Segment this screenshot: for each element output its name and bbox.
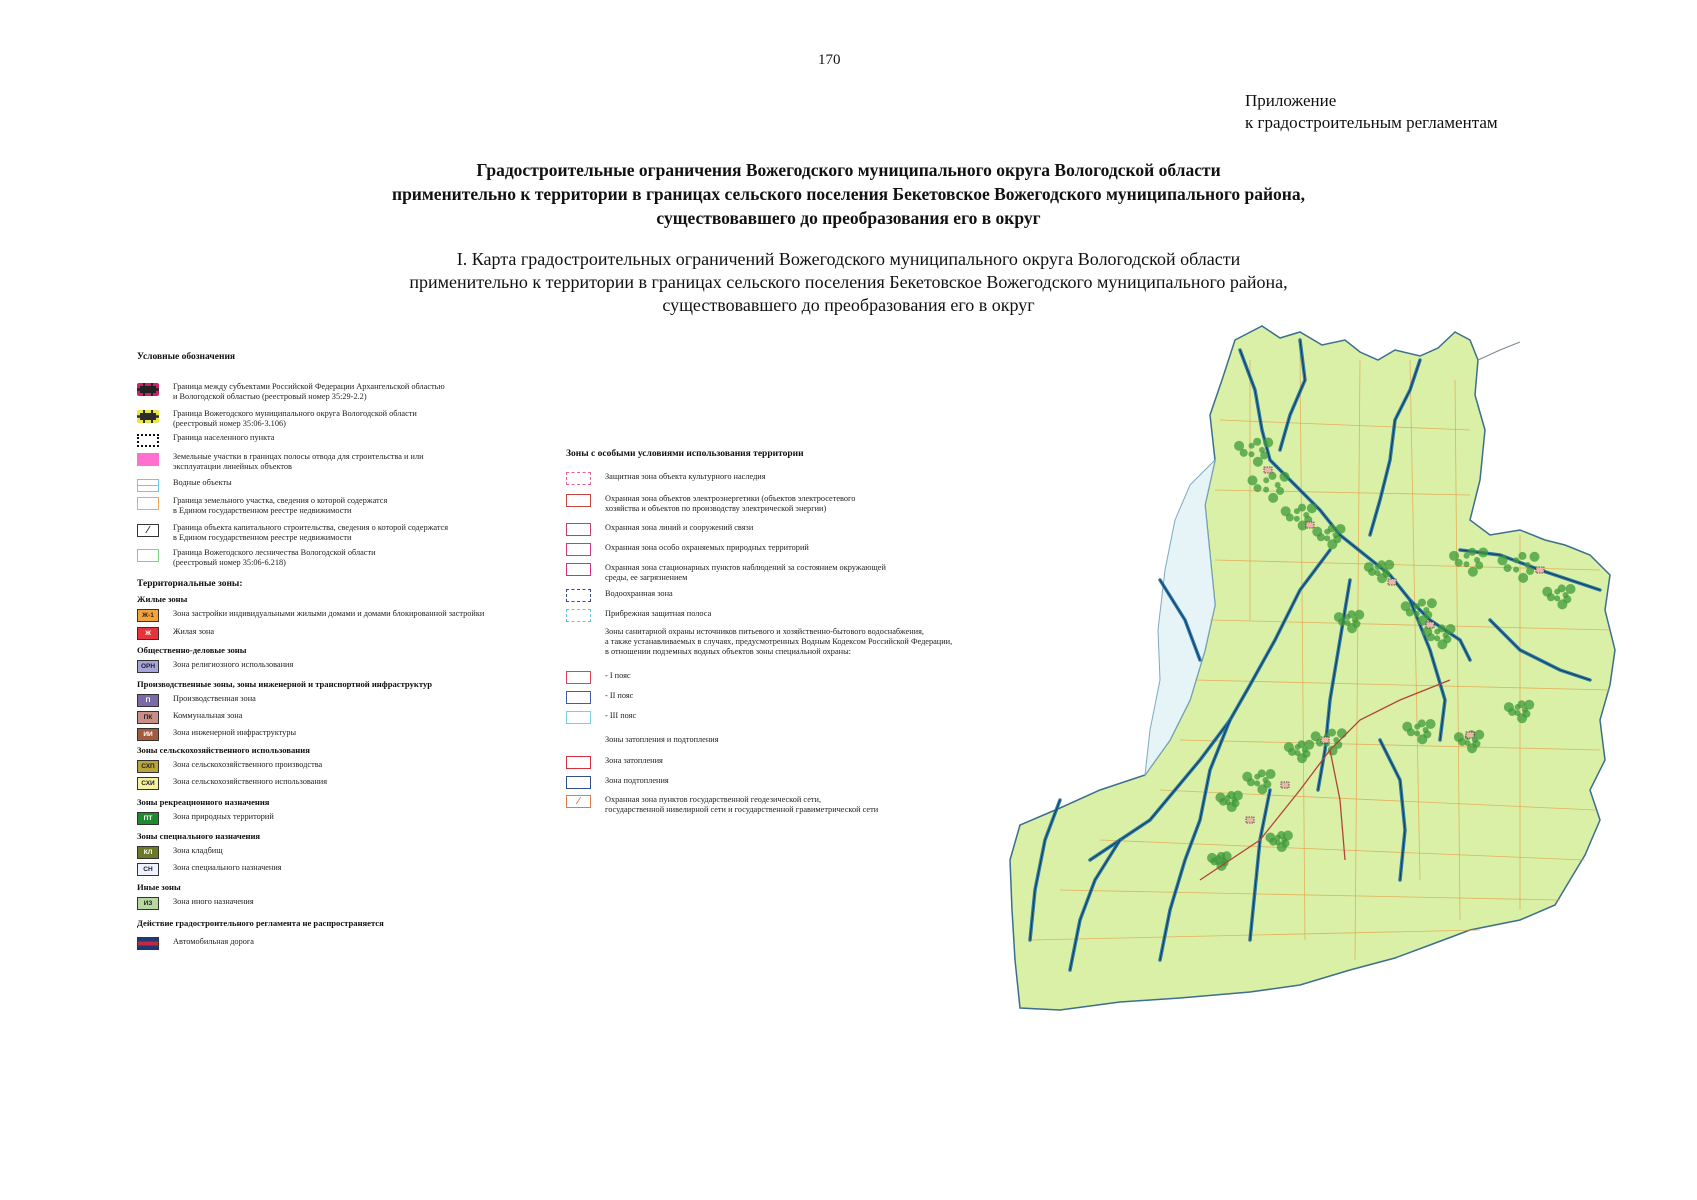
forest-patch: [1324, 535, 1330, 541]
legend-text-line: в Едином государственном реестре недвижимости: [173, 506, 352, 515]
legend-zone-label: Зона сельскохозяйственного производства: [173, 760, 323, 769]
forest-patch: [1336, 524, 1346, 534]
legend-zone-label: Зона кладбищ: [173, 846, 223, 855]
forest-patch: [1263, 477, 1269, 483]
legend-zone-label: [605, 711, 636, 721]
legend-text-line: Охранная зона пунктов государственной геодезической сети,: [605, 795, 822, 804]
legend-zone-label: [605, 735, 719, 745]
legend-text-line: Зона подтопления: [605, 776, 669, 785]
legend-zone-swatch: П: [137, 694, 159, 707]
forest-patch: [1418, 599, 1426, 607]
legend-text-line: - II пояс: [605, 691, 634, 700]
legend-zone-swatch: ИЗ: [137, 897, 159, 910]
legend-zone-item: [566, 609, 711, 622]
legend-zone-item: [137, 760, 322, 773]
legend-zone-swatch: [566, 494, 591, 507]
legend-text-line: среды, ее загрязнением: [605, 573, 688, 582]
forest-patch: [1414, 730, 1420, 736]
legend-zone-item: [566, 563, 886, 583]
settlement: [1246, 817, 1254, 823]
legend-symbol: [137, 453, 159, 466]
legend-label: [173, 478, 232, 488]
legend-zone-item: [566, 543, 809, 556]
legend-text-line: Граница населенного пункта: [173, 433, 275, 442]
forest-patch: [1418, 719, 1426, 727]
forest-patch: [1434, 635, 1440, 641]
legend-section-heading: Иные зоны: [137, 882, 181, 892]
legend-symbol: [137, 383, 159, 396]
forest-patch: [1263, 437, 1273, 447]
legend-zone-item: [137, 937, 254, 950]
legend-zone-label: Зона сельскохозяйственного использования: [173, 777, 328, 786]
forest-patch: [1446, 624, 1456, 634]
forest-patch: [1281, 506, 1291, 516]
forest-patch: [1233, 790, 1243, 800]
subtitle-line-1: I. Карта градостроительных ограничений Вожегодского муниципального округа Вологодской области: [456, 249, 1241, 269]
legend-zone-swatch: ПТ: [137, 812, 159, 825]
legend-zone-swatch: ⁄: [566, 795, 591, 808]
legend-zone-swatch: ПК: [137, 711, 159, 724]
forest-patch: [1438, 624, 1446, 632]
legend-zone-item: [137, 609, 484, 622]
forest-patch: [1249, 443, 1255, 449]
forest-patch: [1524, 700, 1534, 710]
legend-zone-item: [566, 523, 753, 536]
forest-patch: [1294, 516, 1300, 522]
legend-zone-label: Зона иного назначения: [173, 897, 254, 906]
legend-label: [173, 523, 448, 543]
forest-patch: [1253, 457, 1263, 467]
forest-patch: [1542, 587, 1552, 597]
forest-patch: [1258, 769, 1266, 777]
forest-patch: [1454, 732, 1464, 742]
legend-zone-item: [566, 776, 669, 789]
legend-text-line: Охранная зона стационарных пунктов наблюдений за состоянием окружающей: [605, 563, 886, 572]
forest-patch: [1497, 555, 1507, 565]
forest-patch: [1463, 561, 1469, 567]
forest-patch: [1312, 527, 1322, 537]
forest-patch: [1449, 551, 1459, 561]
legend-text-line: государственной нивелирной сети и государственной гравиметрической сети: [605, 805, 879, 814]
legend-text-line: хозяйства и объектов по производству электрической энергии): [605, 504, 827, 513]
forest-patch: [1566, 584, 1576, 594]
legend-heading: Условные обозначения: [137, 352, 236, 362]
subtitle-line-3: существовавшего до преобразования его в округ: [662, 295, 1035, 315]
legend-text-line: (реестровый номер 35:06-3.106): [173, 419, 286, 428]
legend-item: [137, 548, 376, 568]
legend-section-heading: Зоны сельскохозяйственного использования: [137, 745, 310, 755]
appendix-note: [1245, 90, 1498, 134]
legend-text-line: а также устанавливаемых в случаях, предусмотренных Водным Кодексом Российской Федерации,: [605, 637, 953, 646]
legend-zone-label: Жилая зона: [173, 627, 215, 636]
settlement: [1281, 782, 1289, 788]
external-boundary: [1478, 342, 1520, 360]
legend-zone-swatch: [137, 937, 159, 950]
settlement: [1264, 467, 1272, 473]
forest-patch: [1311, 731, 1321, 741]
legend-zone-label: Автомобильная дорога: [173, 937, 254, 946]
subtitle-line-2: применительно к территории в границах сельского поселения Бекетовское Вожегодского муниципального района,: [409, 272, 1288, 292]
forest-patch: [1478, 547, 1488, 557]
legend-zone-swatch: [566, 523, 591, 536]
legend-zone-label: Зона специального назначения: [173, 863, 282, 872]
forest-patch: [1234, 441, 1244, 451]
legend-zone-swatch: ОРН: [137, 660, 159, 673]
legend-text-line: (реестровый номер 35:06-6.218): [173, 558, 286, 567]
forest-patch: [1215, 792, 1225, 802]
legend-item: [137, 382, 445, 402]
legend-text-line: Водные объекты: [173, 478, 232, 487]
legend-symbol: [137, 434, 159, 447]
forest-patch: [1328, 524, 1336, 532]
legend-zone-label: [605, 609, 711, 619]
legend-zone-item: [137, 812, 274, 825]
forest-patch: [1307, 503, 1317, 513]
title-line-2: применительно к территории в границах сельского поселения Бекетовское Вожегодского муниципального района,: [391, 184, 1306, 204]
legend-zone-swatch: [566, 543, 591, 556]
legend-zone-label: [605, 563, 886, 583]
legend-text-line: Граница между субъектами Российской Федерации Архангельской областью: [173, 382, 445, 391]
legend-zone-swatch: [566, 711, 591, 724]
forest-patch: [1474, 730, 1484, 740]
legend-zone-swatch: [566, 691, 591, 704]
legend-text-line: Охранная зона линий и сооружений связи: [605, 523, 754, 532]
legend-text-line: Охранная зона особо охраняемых природных территорий: [605, 543, 809, 552]
legend-zone-swatch: Ж: [137, 627, 159, 640]
forest-patch: [1518, 552, 1526, 560]
legend-zone-item: [137, 627, 214, 640]
forest-patch: [1284, 742, 1294, 752]
forest-patch: [1504, 702, 1514, 712]
forest-patch: [1464, 553, 1470, 559]
title-line-1: Градостроительные ограничения Вожегодского муниципального округа Вологодской области: [476, 160, 1221, 180]
legend-item: [137, 478, 232, 492]
legend-zone-item: [566, 671, 631, 684]
legend-symbol: [137, 410, 159, 423]
forest-patch: [1265, 832, 1275, 842]
forest-patch: [1513, 567, 1519, 573]
legend-zone-label: [605, 589, 673, 599]
legend-zone-swatch: [566, 563, 591, 576]
legend-zone-item: [566, 627, 952, 657]
legend-zone-label: [605, 691, 633, 701]
legend-zone-item: [137, 846, 223, 859]
legend-text-line: в отношении подземных водных объектов зоны специальной охраны:: [605, 647, 851, 656]
legend-text-line: Граница объекта капитального строительства, сведения о которой содержатся: [173, 523, 449, 532]
legend-zone-label: [605, 627, 952, 657]
legend-zone-label: Коммунальная зона: [173, 711, 243, 720]
forest-patch: [1337, 728, 1347, 738]
legend-zone-item: [137, 777, 327, 790]
settlement: [1306, 522, 1314, 528]
legend-text-line: в Едином государственном реестре недвижимости: [173, 533, 352, 542]
legend-text-line: Зона затопления: [605, 756, 663, 765]
legend-zone-label: [605, 756, 663, 766]
map-subtitle: [0, 248, 1697, 317]
legend-symbol: [137, 479, 159, 492]
legend-zone-label: [605, 494, 855, 514]
legend-zone-swatch: [566, 609, 591, 622]
forest-patch: [1426, 719, 1436, 729]
legend-section-heading: Производственные зоны, зоны инженерной и транспортной инфраструктур: [137, 679, 433, 689]
legend-right-heading: Зоны с особыми условиями использования территории: [566, 449, 804, 459]
appendix-line-2: к градостроительным регламентам: [1245, 113, 1498, 132]
legend-label: [173, 496, 387, 516]
forest-patch: [1242, 772, 1252, 782]
forest-patch: [1334, 612, 1344, 622]
page-number: 170: [818, 52, 841, 68]
legend-zone-item: [137, 728, 296, 741]
forest-patch: [1504, 564, 1512, 572]
forest-patch: [1558, 584, 1566, 592]
legend-section-heading: Действие градостроительного регламента не распространяется: [137, 918, 384, 928]
legend-zone-item: [137, 694, 256, 707]
legend-text-line: эксплуатации линейных объектов: [173, 462, 292, 471]
legend-text-line: Граница Вожегодского муниципального округа Вологодской области: [173, 409, 417, 418]
legend-zone-item: [566, 795, 878, 815]
appendix-line-1: Приложение: [1245, 91, 1337, 110]
legend-zone-label: [605, 776, 669, 786]
settlement: [1536, 567, 1544, 573]
legend-text-line: Граница земельного участка, сведения о которой содержатся: [173, 496, 388, 505]
legend-section-heading: Зоны специального назначения: [137, 831, 261, 841]
forest-patch: [1268, 493, 1278, 503]
legend-zone-swatch: СН: [137, 863, 159, 876]
forest-patch: [1364, 562, 1374, 572]
legend-zone-label: Производственная зона: [173, 694, 256, 703]
legend-symbol: ⁄: [137, 524, 159, 537]
forest-patch: [1254, 780, 1260, 786]
legend-zone-label: Зона застройки индивидуальными жилыми домами и домами блокированной застройки: [173, 609, 485, 618]
forest-patch: [1468, 548, 1476, 556]
forest-patch: [1280, 472, 1290, 482]
forest-patch: [1247, 475, 1257, 485]
legend-zone-item: [566, 589, 673, 602]
legend-text-line: Земельные участки в границах полосы отвода для строительства и или: [173, 452, 424, 461]
forest-patch: [1248, 451, 1254, 457]
forest-patch: [1384, 560, 1394, 570]
legend-zone-swatch: ИИ: [137, 728, 159, 741]
legend-text-line: Водоохранная зона: [605, 589, 673, 598]
forest-patch: [1402, 722, 1412, 732]
legend-zone-label: Зона инженерной инфраструктуры: [173, 728, 297, 737]
legend-text-line: и Вологодской областью (реестровый номер 35:29-2.2): [173, 392, 367, 401]
forest-patch: [1414, 611, 1420, 617]
district-map: [1000, 320, 1640, 1020]
legend-zone-item: [137, 660, 293, 673]
document-title: [0, 158, 1697, 230]
legend-label: [173, 433, 274, 443]
forest-patch: [1328, 729, 1336, 737]
legend-zone-item: [566, 494, 855, 514]
legend-zone-item: [137, 863, 282, 876]
legend-zone-label: [605, 671, 631, 681]
legend-text-line: Зоны затопления и подтопления: [605, 735, 719, 744]
legend-zone-swatch: Ж-1: [137, 609, 159, 622]
forest-patch: [1468, 567, 1478, 577]
legend-section-heading: Общественно-деловые зоны: [137, 645, 247, 655]
legend-zone-label: [605, 523, 753, 533]
forest-patch: [1298, 504, 1306, 512]
forest-patch: [1304, 740, 1314, 750]
legend-text-line: - III пояс: [605, 711, 637, 720]
legend-text-line: Зоны санитарной охраны источников питьевого и хозяйственно-бытового водоснабжения,: [605, 627, 924, 636]
forest-patch: [1526, 567, 1534, 575]
forest-patch: [1354, 610, 1364, 620]
legend-zone-label: [605, 795, 878, 815]
legend-zone-item: [137, 711, 242, 724]
legend-zone-item: [566, 756, 663, 769]
legend-label: [173, 382, 445, 402]
legend-item: [137, 409, 417, 429]
forest-patch: [1263, 487, 1269, 493]
legend-zone-swatch: [566, 589, 591, 602]
legend-item: [137, 433, 274, 447]
legend-label: [173, 409, 417, 429]
legend-zone-swatch: [566, 756, 591, 769]
legend-zone-item: [566, 735, 719, 745]
legend-zone-swatch: КЛ: [137, 846, 159, 859]
settlement: [1388, 579, 1396, 585]
legend-symbol: [137, 497, 159, 510]
legend-zone-swatch: [566, 472, 591, 485]
legend-zone-swatch: [566, 776, 591, 789]
territorial-zones-heading: Территориальные зоны:: [137, 579, 243, 589]
legend-symbol: [137, 549, 159, 562]
legend-zone-label: [605, 472, 766, 482]
forest-patch: [1513, 557, 1519, 563]
legend-zone-item: [566, 711, 636, 724]
forest-patch: [1253, 438, 1261, 446]
forest-patch: [1554, 595, 1560, 601]
legend-label: [173, 548, 376, 568]
settlement: [1426, 622, 1434, 628]
legend-item: [137, 496, 387, 516]
legend-zone-item: [566, 472, 766, 485]
legend-section-heading: Жилые зоны: [137, 594, 188, 604]
forest-patch: [1266, 769, 1276, 779]
legend-item: [137, 452, 424, 472]
legend-zone-item: [566, 691, 633, 704]
forest-patch: [1283, 830, 1293, 840]
title-line-3: существовавшего до преобразования его в округ: [656, 208, 1041, 228]
legend-text-line: Охранная зона объектов электроэнергетики (объектов электросетевого: [605, 494, 856, 503]
forest-patch: [1530, 552, 1540, 562]
legend-zone-swatch: СХП: [137, 760, 159, 773]
legend-zone-item: [137, 897, 254, 910]
settlement: [1321, 737, 1329, 743]
legend-text-line: Защитная зона объекта культурного наследия: [605, 472, 766, 481]
legend-label: [173, 452, 424, 472]
legend-text-line: Граница Вожегодского лесничества Вологодской области: [173, 548, 376, 557]
legend-section-heading: Зоны рекреационного назначения: [137, 797, 270, 807]
district-territory: [1010, 326, 1615, 1010]
legend-zone-swatch: [566, 671, 591, 684]
legend-zone-label: Зона природных территорий: [173, 812, 274, 821]
forest-patch: [1276, 487, 1284, 495]
legend-zone-label: [605, 543, 809, 553]
legend-zone-label: Зона религиозного использования: [173, 660, 294, 669]
legend-zone-swatch: СХИ: [137, 777, 159, 790]
forest-patch: [1427, 598, 1437, 608]
legend-text-line: - I пояс: [605, 671, 631, 680]
forest-patch: [1518, 573, 1528, 583]
forest-patch: [1401, 601, 1411, 611]
legend-item: [137, 523, 448, 543]
settlement: [1466, 732, 1474, 738]
legend-text-line: Прибрежная защитная полоса: [605, 609, 712, 618]
forest-patch: [1254, 484, 1262, 492]
